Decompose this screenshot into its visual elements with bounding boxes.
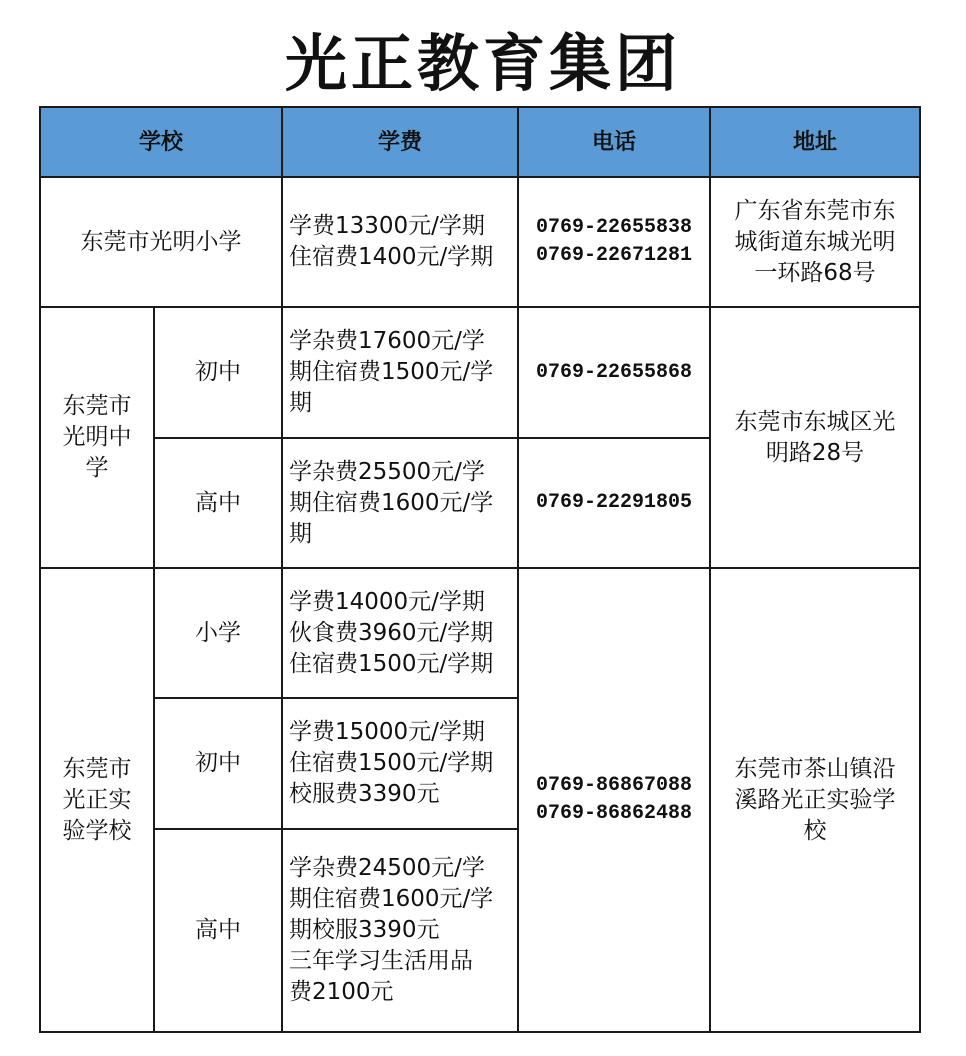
school-name: 东莞市光明小学 bbox=[40, 177, 282, 307]
level-cell: 小学 bbox=[154, 568, 282, 698]
header-school: 学校 bbox=[40, 107, 282, 177]
phone-cell: 0769-22291805 bbox=[518, 438, 710, 568]
address-cell: 广东省东莞市东 城街道东城光明 一环路68号 bbox=[710, 177, 920, 307]
fee-cell: 学杂费24500元/学 期住宿费1600元/学 期校服3390元 三年学习生活用品 费2100元 bbox=[282, 829, 518, 1032]
address-cell: 东莞市东城区光 明路28号 bbox=[710, 307, 920, 568]
page-title: 光正教育集团 bbox=[284, 27, 681, 100]
header-phone: 电话 bbox=[518, 107, 710, 177]
level-cell: 高中 bbox=[154, 829, 282, 1032]
phone-cell: 0769-22655838 0769-22671281 bbox=[518, 177, 710, 307]
header-row bbox=[40, 107, 920, 177]
fee-cell: 学杂费17600元/学 期住宿费1500元/学 期 bbox=[282, 307, 518, 438]
header-address: 地址 bbox=[710, 107, 920, 177]
school-name: 东莞市 光正实 验学校 bbox=[40, 568, 154, 1032]
table-row bbox=[40, 568, 920, 698]
school-name: 东莞市 光明中 学 bbox=[40, 307, 154, 568]
phone-cell: 0769-22655868 bbox=[518, 307, 710, 438]
tuition-table bbox=[39, 106, 921, 1033]
fee-cell: 学费15000元/学期 住宿费1500元/学期 校服费3390元 bbox=[282, 698, 518, 829]
level-cell: 初中 bbox=[154, 307, 282, 438]
table-row bbox=[40, 307, 920, 438]
header-fee: 学费 bbox=[282, 107, 518, 177]
level-cell: 高中 bbox=[154, 438, 282, 568]
fee-cell: 学费13300元/学期 住宿费1400元/学期 bbox=[282, 177, 518, 307]
address-cell: 东莞市茶山镇沿 溪路光正实验学 校 bbox=[710, 568, 920, 1032]
fee-cell: 学杂费25500元/学 期住宿费1600元/学 期 bbox=[282, 438, 518, 568]
phone-cell: 0769-86867088 0769-86862488 bbox=[518, 568, 710, 1032]
level-cell: 初中 bbox=[154, 698, 282, 829]
fee-cell: 学费14000元/学期 伙食费3960元/学期 住宿费1500元/学期 bbox=[282, 568, 518, 698]
table-row bbox=[40, 177, 920, 307]
